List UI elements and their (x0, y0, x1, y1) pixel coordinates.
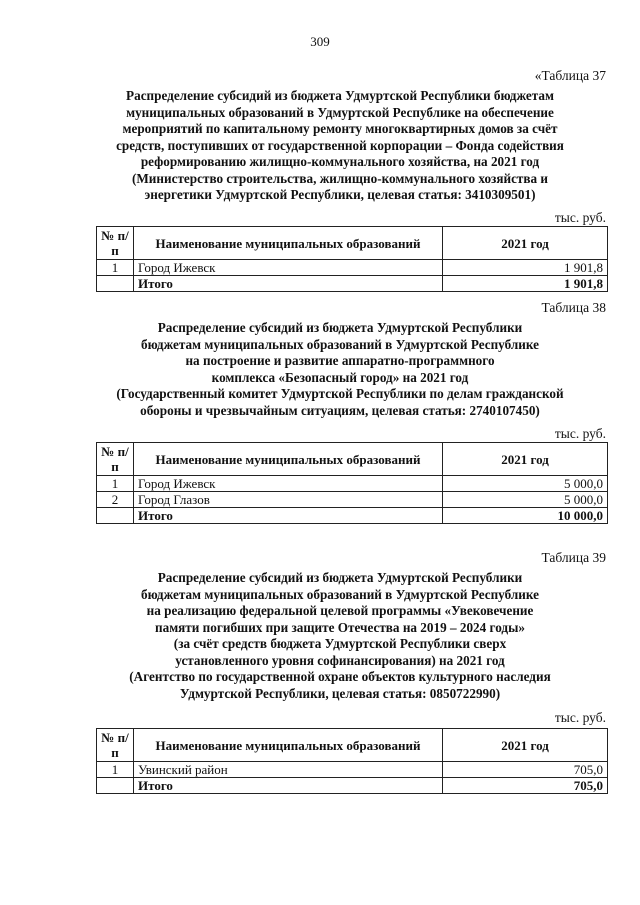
table-row (97, 492, 608, 508)
total-row (97, 508, 608, 524)
total-value: 705,0 (443, 778, 608, 794)
table-39-unit: тыс. руб. (554, 710, 606, 725)
table-row (97, 260, 608, 276)
header-year: 2021 год (443, 227, 608, 260)
table-38 (96, 442, 608, 524)
table-37 (96, 226, 608, 292)
row-name: Город Ижевск (134, 476, 443, 492)
title-line: Удмуртской Республики, целевая статья: 0850722990) (179, 685, 501, 701)
table-38-label: Таблица 38 (541, 300, 606, 315)
total-num-cell (97, 508, 134, 524)
row-name: Город Глазов (134, 492, 443, 508)
header-name: Наименование муниципальных образований (134, 227, 443, 260)
row-value: 1 901,8 (443, 260, 608, 276)
title-line: бюджетам муниципальных образований в Удмуртской Республике (141, 336, 539, 352)
title-line: Распределение субсидий из бюджета Удмуртской Республики (157, 570, 523, 585)
title-line: на реализацию федеральной целевой программы «Увековечение (146, 603, 534, 618)
title-line: муниципальных образований в Удмуртской Республике на обеспечение (126, 104, 554, 120)
title-line: на построение и развитие аппаратно-программного (185, 353, 495, 368)
row-num: 1 (97, 762, 134, 778)
title-line: памяти погибших при защите Отечества на 2019 – 2024 годы» (155, 619, 525, 635)
row-value: 5 000,0 (443, 476, 608, 492)
header-year: 2021 год (443, 729, 608, 762)
table-39-label: Таблица 39 (541, 550, 606, 565)
table-37-unit: тыс. руб. (554, 210, 606, 225)
title-line: реформированию жилищно-коммунального хозяйства, на 2021 год (140, 154, 540, 169)
row-name: Увинский район (134, 762, 443, 778)
title-line: мероприятий по капитальному ремонту многоквартирных домов за счёт (122, 121, 558, 136)
total-value: 10 000,0 (443, 508, 608, 524)
row-num: 1 (97, 260, 134, 276)
row-num: 1 (97, 476, 134, 492)
total-value: 1 901,8 (443, 276, 608, 292)
total-num-cell (97, 276, 134, 292)
title-line: (за счёт средств бюджета Удмуртской Республики сверх (173, 636, 507, 651)
table-37-label: «Таблица 37 (534, 68, 606, 83)
row-value: 5 000,0 (443, 492, 608, 508)
row-name: Город Ижевск (134, 260, 443, 276)
total-label: Итого (134, 276, 443, 292)
header-year: 2021 год (443, 443, 608, 476)
table-38-unit: тыс. руб. (554, 426, 606, 441)
row-num: 2 (97, 492, 134, 508)
table-38-title (80, 320, 600, 419)
table-39 (96, 728, 608, 794)
title-line: (Агентство по государственной охране объектов культурного наследия (129, 669, 551, 684)
title-line: комплекса «Безопасный город» на 2021 год (211, 369, 469, 385)
table-row (97, 762, 608, 778)
page-number: 309 (310, 34, 330, 49)
title-line: бюджетам муниципальных образований в Удмуртской Республике (141, 586, 539, 602)
row-value: 705,0 (443, 762, 608, 778)
total-num-cell (97, 778, 134, 794)
title-line: Распределение субсидий из бюджета Удмуртской Республики бюджетам (126, 88, 554, 103)
table-39-title (80, 570, 600, 702)
title-line: обороны и чрезвычайным ситуациям, целевая статья: 2740107450) (140, 402, 540, 418)
total-row (97, 778, 608, 794)
title-line: средств, поступивших от государственной корпорации – Фонда содействия (116, 137, 564, 153)
total-label: Итого (134, 508, 443, 524)
title-line: установленного уровня софинансирования) на 2021 год (175, 652, 505, 668)
title-line: Распределение субсидий из бюджета Удмуртской Республики (157, 320, 523, 335)
table-row (97, 476, 608, 492)
header-num: № п/п (97, 227, 134, 260)
title-line: (Министерство строительства, жилищно-коммунального хозяйства и (131, 170, 549, 186)
header-name: Наименование муниципальных образований (134, 729, 443, 762)
title-line: энергетики Удмуртской Республики, целевая статья: 3410309501) (144, 187, 536, 202)
header-num: № п/п (97, 729, 134, 762)
total-label: Итого (134, 778, 443, 794)
title-line: (Государственный комитет Удмуртской Республики по делам гражданской (116, 386, 564, 401)
header-num: № п/п (97, 443, 134, 476)
header-name: Наименование муниципальных образований (134, 443, 443, 476)
table-37-title (80, 88, 600, 204)
total-row (97, 276, 608, 292)
